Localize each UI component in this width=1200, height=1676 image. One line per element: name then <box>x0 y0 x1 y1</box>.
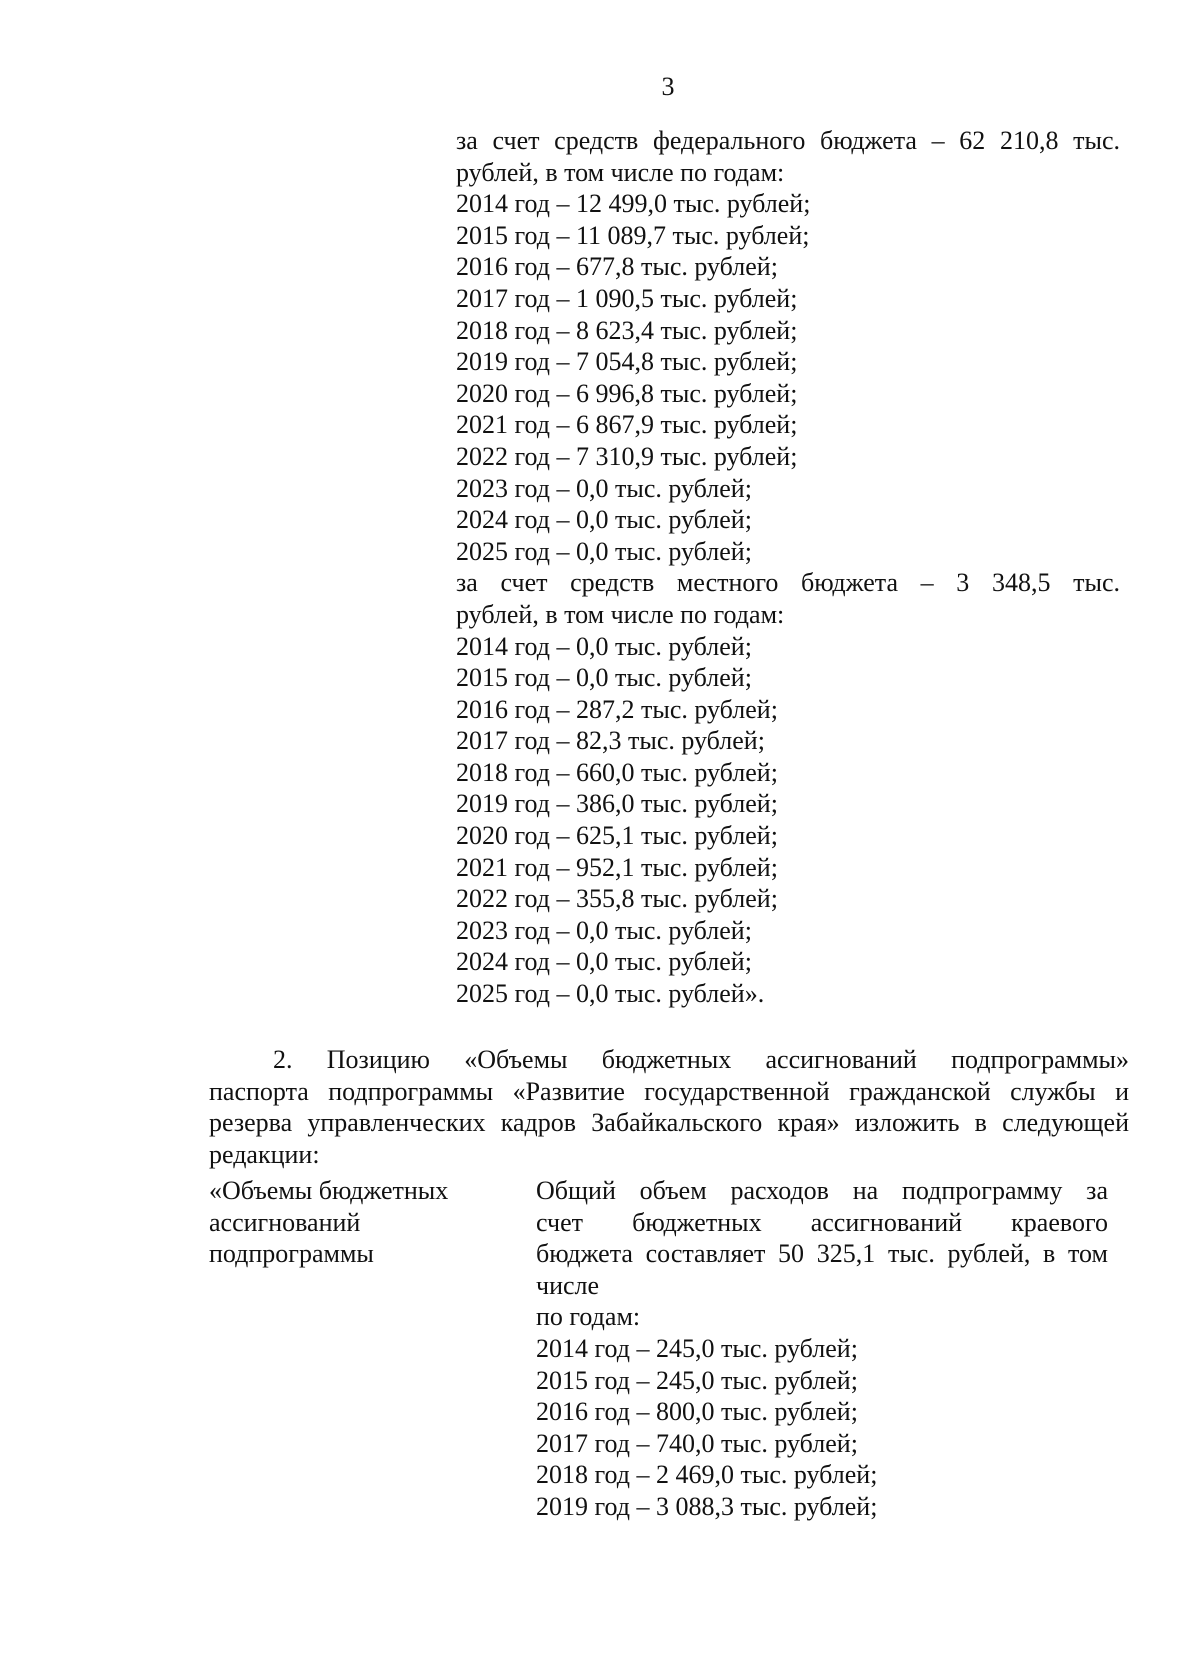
federal-year-line: 2018 год – 8 623,4 тыс. рублей; <box>456 315 798 345</box>
federal-year-line: 2017 год – 1 090,5 тыс. рублей; <box>456 283 798 313</box>
federal-year-line: 2023 год – 0,0 тыс. рублей; <box>456 473 752 503</box>
position-title-line: «Объемы бюджетных <box>209 1176 449 1205</box>
position-title-line: подпрограммы <box>209 1239 374 1269</box>
federal-year-line: 2021 год – 6 867,9 тыс. рублей; <box>456 410 798 440</box>
federal-budget-intro: за счет средств федерального бюджета – 62 210,8 тыс. <box>456 126 1120 155</box>
federal-year-line: 2024 год – 0,0 тыс. рублей; <box>456 505 752 535</box>
local-year-line: 2019 год – 386,0 тыс. рублей; <box>456 789 778 819</box>
local-year-line: 2023 год – 0,0 тыс. рублей; <box>456 915 752 945</box>
funding-continuation <box>456 125 1120 1010</box>
federal-year-line: 2016 год – 677,8 тыс. рублей; <box>456 252 778 282</box>
local-year-line: 2017 год – 82,3 тыс. рублей; <box>456 726 765 756</box>
total-volume-line: бюджета составляет 50 325,1 тыс. рублей, в том <box>536 1239 1108 1269</box>
total-volume-line: Общий объем расходов на подпрограмму за <box>536 1176 1108 1205</box>
table-left-cell <box>209 1175 499 1270</box>
local-year-line: 2025 год – 0,0 тыс. рублей». <box>456 979 765 1009</box>
total-volume-line: числе <box>536 1270 600 1300</box>
regional-year-line: 2017 год – 740,0 тыс. рублей; <box>536 1428 858 1458</box>
paragraph-2-line: резерва управленческих кадров Забайкальского края» изложить в следующей <box>209 1108 1129 1138</box>
local-year-line: 2014 год – 0,0 тыс. рублей; <box>456 631 752 661</box>
regional-year-line: 2019 год – 3 088,3 тыс. рублей; <box>536 1491 878 1521</box>
paragraph-2-line: 2. Позицию «Объемы бюджетных ассигнований подпрограммы» <box>273 1045 1129 1074</box>
total-volume-line: по годам: <box>536 1302 641 1332</box>
local-year-line: 2024 год – 0,0 тыс. рублей; <box>456 947 752 977</box>
local-year-line: 2020 год – 625,1 тыс. рублей; <box>456 821 778 851</box>
local-year-line: 2016 год – 287,2 тыс. рублей; <box>456 694 778 724</box>
local-year-line: 2018 год – 660,0 тыс. рублей; <box>456 757 778 787</box>
local-year-line: 2015 год – 0,0 тыс. рублей; <box>456 663 752 693</box>
federal-year-line: 2025 год – 0,0 тыс. рублей; <box>456 536 752 566</box>
local-budget-intro-cont: рублей, в том числе по годам: <box>456 599 785 629</box>
regional-year-line: 2015 год – 245,0 тыс. рублей; <box>536 1365 858 1395</box>
local-year-line: 2021 год – 952,1 тыс. рублей; <box>456 852 778 882</box>
position-title-line: ассигнований <box>209 1207 361 1237</box>
federal-year-line: 2019 год – 7 054,8 тыс. рублей; <box>456 347 798 377</box>
local-budget-intro: за счет средств местного бюджета – 3 348,5 тыс. <box>456 568 1120 598</box>
federal-year-line: 2022 год – 7 310,9 тыс. рублей; <box>456 441 798 471</box>
regional-year-line: 2018 год – 2 469,0 тыс. рублей; <box>536 1460 878 1490</box>
paragraph-2 <box>209 1044 1129 1170</box>
paragraph-2-line: паспорта подпрограммы «Развитие государственной гражданской службы и <box>209 1076 1129 1106</box>
federal-year-line: 2015 год – 11 089,7 тыс. рублей; <box>456 220 810 250</box>
federal-year-line: 2020 год – 6 996,8 тыс. рублей; <box>456 378 798 408</box>
federal-budget-intro-cont: рублей, в том числе по годам: <box>456 157 785 187</box>
total-volume-line: счет бюджетных ассигнований краевого <box>536 1207 1108 1237</box>
regional-year-line: 2014 год – 245,0 тыс. рублей; <box>536 1333 858 1363</box>
federal-year-line: 2014 год – 12 499,0 тыс. рублей; <box>456 189 811 219</box>
regional-year-line: 2016 год – 800,0 тыс. рублей; <box>536 1397 858 1427</box>
page-number: 3 <box>661 72 675 101</box>
local-year-line: 2022 год – 355,8 тыс. рублей; <box>456 884 778 914</box>
table-right-cell <box>536 1175 1108 1523</box>
paragraph-2-line: редакции: <box>209 1139 320 1169</box>
